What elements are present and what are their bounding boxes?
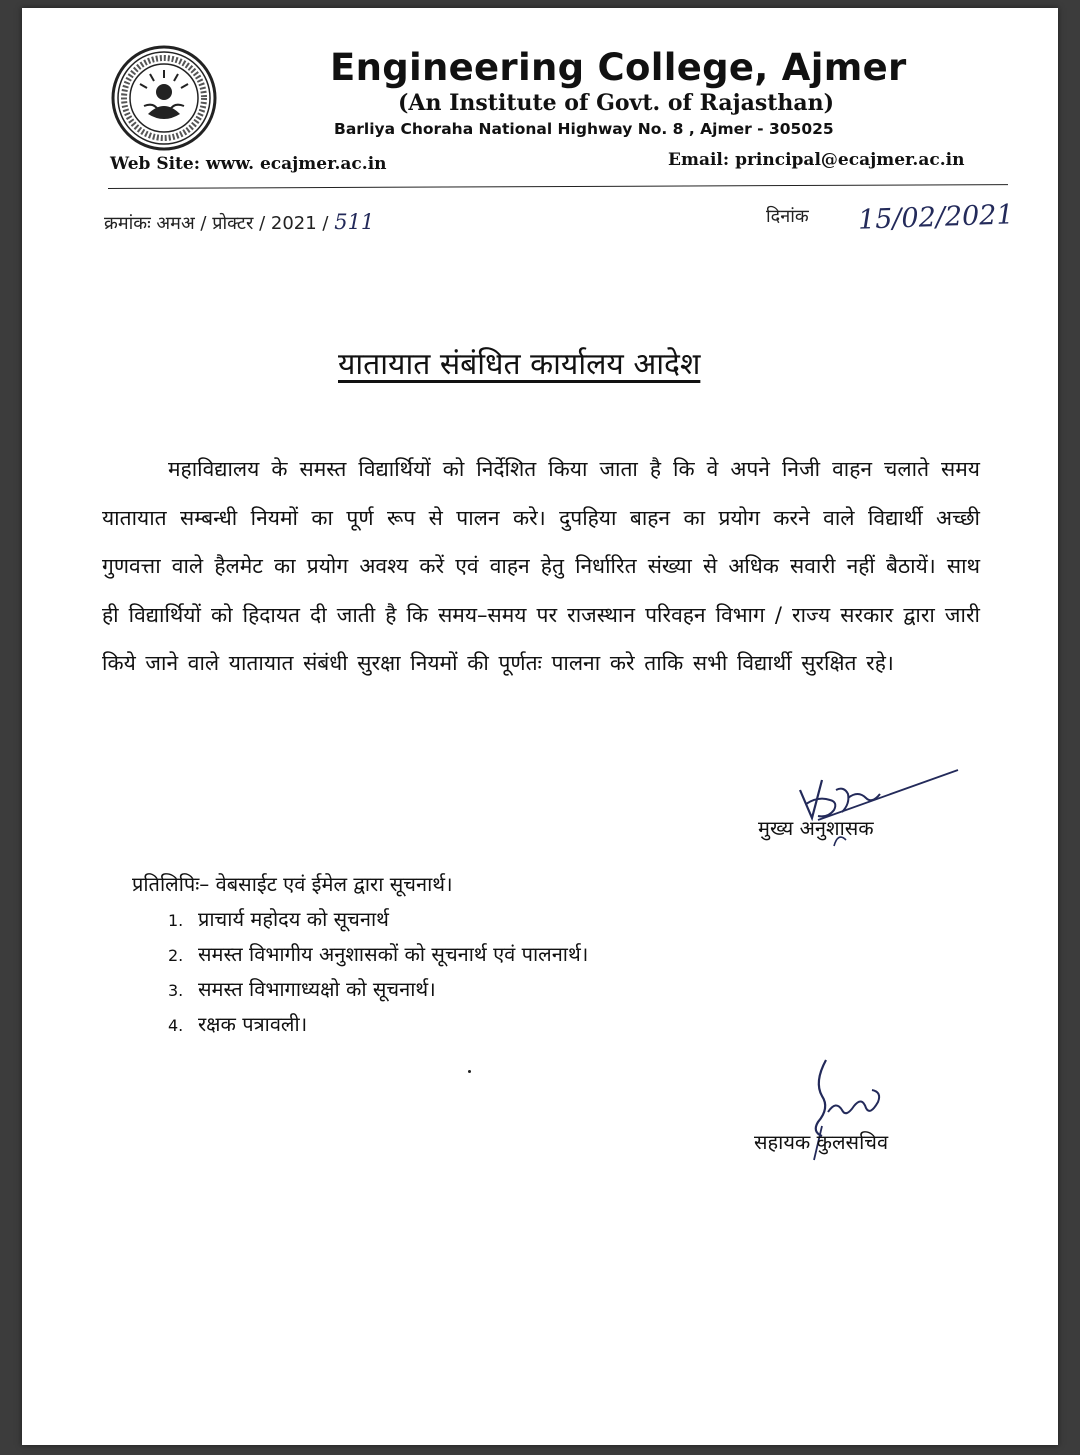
college-address: Barliya Choraha National Highway No. 8 , Ajmer - 305025 xyxy=(334,120,834,138)
website-text: Web Site: www. ecajmer.ac.in xyxy=(110,154,387,174)
copy-to-list xyxy=(168,902,588,1042)
list-item xyxy=(168,937,588,972)
copy-to-heading: प्रतिलिपिः– वेबसाईट एवं ईमेल द्वारा सूचनार्थ। xyxy=(132,872,453,896)
list-item-number: 4. xyxy=(168,1016,184,1035)
list-item-number: 1. xyxy=(168,911,184,930)
reference-number xyxy=(104,210,374,235)
chief-proctor-title: मुख्य अनुशासक xyxy=(758,816,874,840)
email-text: Email: principal@ecajmer.ac.in xyxy=(668,150,965,170)
document-page xyxy=(22,8,1058,1445)
date-label: दिनांक xyxy=(766,206,809,227)
reference-label: क्रमांकः अमअ / प्रोक्टर / 2021 / xyxy=(104,213,329,234)
stray-dot-mark xyxy=(468,1070,471,1073)
list-item-number: 3. xyxy=(168,981,184,1000)
order-body-paragraph: महाविद्यालय के समस्त विद्यार्थियों को निर्देशित किया जाता है कि वे अपने निजी वाहन चलाते समय यातायात सम्बन्धी नियमों का पूर्ण रूप से पालन करे। दुपहिया बाहन का प्रयोग करने वाले विद्यार्थी अच्छी गुणवत्ता वाले हैलमेट का प्रयोग अवश्य करें एवं वाहन हेतु निर्धारित संख्या से अधिक सवारी नहीं बैठायें। साथ ही विद्यार्थियों को हिदायत दी जाती है कि समय–समय पर राजस्थान परिवहन विभाग / राज्य सरकार द्वारा जारी किये जाने वाले यातायात संबंधी सुरक्षा नियमों की पूर्णतः पालना करे ताकि सभी विद्यार्थी सुरक्षित रहे। xyxy=(102,457,980,675)
list-item-text: समस्त विभागाध्यक्षो को सूचनार्थ। xyxy=(198,977,436,1001)
college-seal-logo xyxy=(110,44,218,152)
list-item xyxy=(168,1007,588,1042)
list-item xyxy=(168,902,588,937)
reference-handwritten-number: 511 xyxy=(334,210,375,234)
list-item-text: समस्त विभागीय अनुशासकों को सूचनार्थ एवं पालनार्थ। xyxy=(198,942,589,966)
handwritten-date: 15/02/2021 xyxy=(857,199,1015,236)
college-name: Engineering College, Ajmer xyxy=(330,46,907,89)
list-item-text: रक्षक पत्रावली। xyxy=(198,1012,308,1036)
order-title: यातायात संबंधित कार्यालय आदेश xyxy=(338,347,701,382)
list-item xyxy=(168,972,588,1007)
list-item-number: 2. xyxy=(168,946,184,965)
header-divider xyxy=(108,184,1008,189)
list-item-text: प्राचार्य महोदय को सूचनार्थ xyxy=(198,907,389,931)
assistant-registrar-title: सहायक कुलसचिव xyxy=(754,1130,889,1154)
college-subtitle: (An Institute of Govt. of Rajasthan) xyxy=(398,90,835,116)
